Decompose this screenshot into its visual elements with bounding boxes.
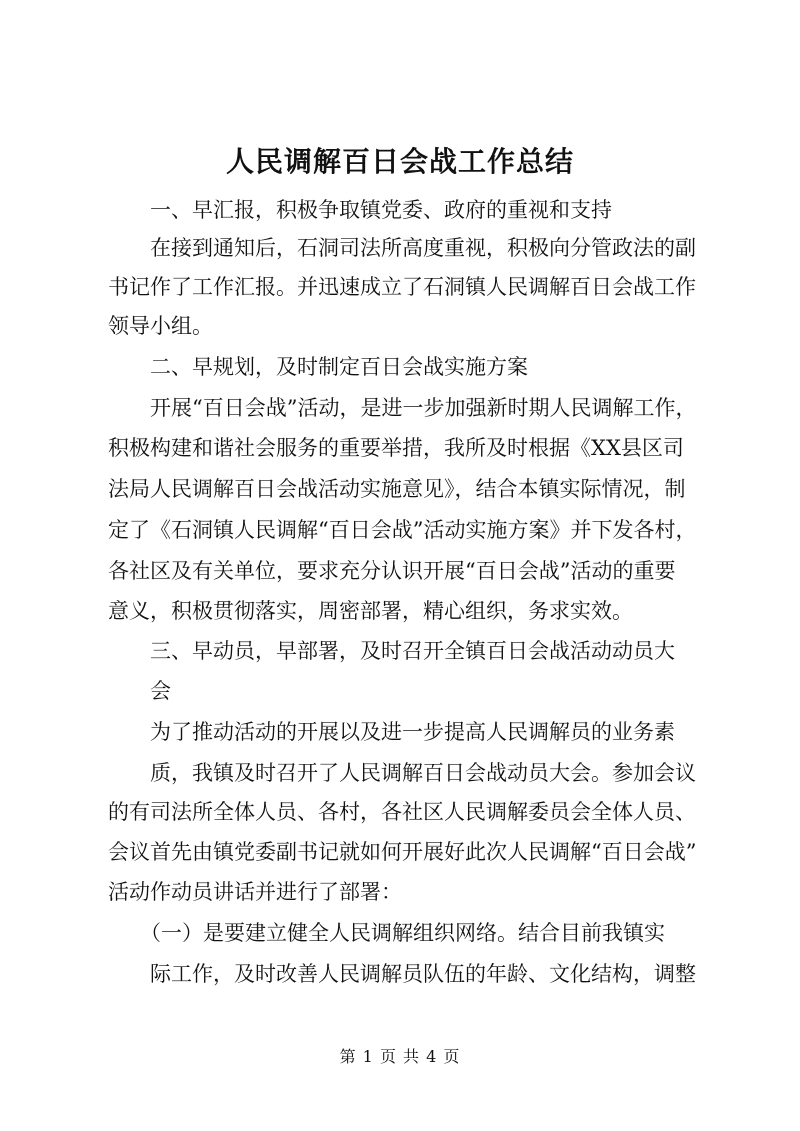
paragraph-line: 书记作了工作汇报。并迅速成立了石洞镇人民调解百日会战工作 — [108, 275, 696, 299]
paragraph-line: 为了推动活动的开展以及进一步提高人民调解员的业务素 — [150, 720, 675, 744]
paragraph-line: 定了《石洞镇人民调解“百日会战”活动实施方案》并下发各村， — [108, 518, 697, 542]
paragraph-line: 在接到通知后，石洞司法所高度重视，积极向分管政法的副 — [150, 236, 696, 260]
paragraph-line: 法局人民调解百日会战活动实施意见》，结合本镇实际情况，制 — [108, 477, 686, 501]
paragraph-line: 活动作动员讲话并进行了部署： — [108, 880, 402, 904]
paragraph-line: 会议首先由镇党委副书记就如何开展好此次人民调解“百日会战” — [108, 840, 697, 864]
paragraph-line: 质，我镇及时召开了人民调解百日会战动员大会。参加会议 — [150, 761, 696, 785]
page-footer: 第 1 页 共 4 页 — [339, 1047, 461, 1066]
paragraph-line: 际工作，及时改善人民调解员队伍的年龄、文化结构，调整 — [150, 962, 696, 986]
section-heading: 一、早汇报，积极争取镇党委、政府的重视和支持 — [150, 198, 612, 222]
section-heading: 三、早动员，早部署，及时召开全镇百日会战活动动员大 — [150, 639, 675, 663]
section-heading: 二、早规划，及时制定百日会战实施方案 — [150, 355, 528, 379]
subsection-heading: （一）是要建立健全人民调解组织网络。结合目前我镇实 — [140, 921, 665, 945]
paragraph-line: 意义，积极贯彻落实，周密部署，精心组织，务求实效。 — [108, 599, 633, 623]
paragraph-line: 的有司法所全体人员、各村，各社区人民调解委员会全体人员、 — [108, 800, 696, 824]
paragraph-line: 开展“百日会战”活动，是进一步加强新时期人民调解工作， — [150, 396, 697, 420]
paragraph-line: 各社区及有关单位，要求充分认识开展“百日会战”活动的重要 — [108, 559, 676, 583]
paragraph-line: 积极构建和谐社会服务的重要举措，我所及时根据《XX县区司 — [108, 436, 684, 460]
paragraph-line: 领导小组。 — [108, 314, 213, 338]
section-heading-continuation: 会 — [150, 679, 171, 703]
document-title: 人民调解百日会战工作总结 — [225, 145, 574, 178]
